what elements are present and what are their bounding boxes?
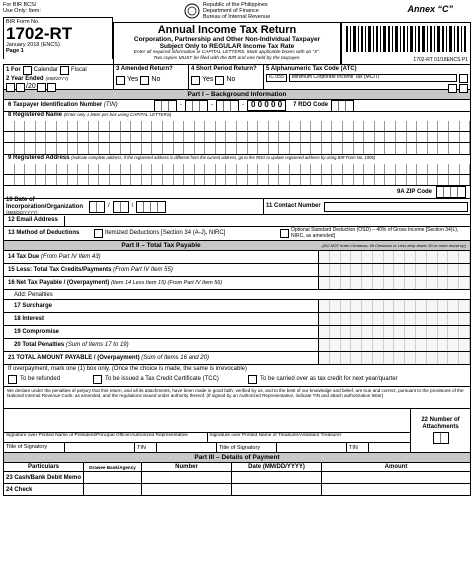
tin-part-2[interactable]: [185, 100, 208, 112]
calendar-label: Calendar: [33, 67, 59, 74]
attachments-input[interactable]: [433, 432, 449, 444]
item-8-note: (Enter only 1 letter per box using CAPITAL LETTERS): [63, 112, 172, 117]
form-title: Annual Income Tax Return: [157, 24, 297, 36]
registered-name-line-2[interactable]: [4, 132, 470, 143]
col-particulars: Particulars: [4, 463, 84, 471]
year-digit-1[interactable]: [37, 83, 46, 92]
items-1-5-row: [3, 64, 471, 90]
item-13-label: 13 Method of Deductions: [8, 230, 80, 237]
bir-seal-icon: [184, 3, 200, 19]
payment-header-row: [3, 463, 471, 472]
item-16-label-wrap: [4, 277, 318, 289]
tin-1-input[interactable]: [156, 443, 216, 452]
part-1-header: Part I – Background Information: [3, 90, 471, 100]
item-16-sub: (Item 14 Less Item 15) (From Part IV Item 56): [110, 280, 223, 286]
header-center: [113, 2, 341, 64]
item-18-row: [3, 313, 471, 326]
item-19-row: [3, 326, 471, 339]
item-1-2: [4, 65, 114, 89]
item-17-row: [3, 300, 471, 313]
payment-row-check: [3, 484, 471, 496]
item-4-label: 4 Short Period Return?: [191, 66, 257, 72]
item-10-label-wrap: [6, 197, 86, 215]
tin-branch-code[interactable]: 0 0 0 0 0: [247, 100, 286, 111]
registered-name-line-1[interactable]: [4, 121, 470, 132]
cash-bank-input[interactable]: [84, 472, 142, 483]
check-bank-input[interactable]: [84, 484, 142, 495]
title-tin-row: [4, 442, 410, 452]
item-1: [6, 66, 111, 75]
item-14-label-wrap: [4, 251, 318, 263]
item-21-label-wrap: [4, 352, 318, 364]
item-8-label: 8 Registered Name: [8, 112, 63, 118]
item-12-row: [3, 215, 471, 227]
amended-no-checkbox[interactable]: [140, 76, 149, 85]
incorp-year-input[interactable]: [136, 201, 166, 213]
item-8-label-wrap: [4, 112, 470, 121]
item-15-sub: (From Part IV Item 55): [113, 267, 173, 273]
atc-option: [266, 74, 468, 83]
overpayment-block: [3, 365, 471, 387]
month-digit-2[interactable]: [16, 83, 25, 92]
incorp-month-input[interactable]: [89, 201, 105, 213]
check-amount-input[interactable]: [322, 484, 470, 495]
overpayment-instruction: If overpayment, mark one (1) box only. (Once the choice is made, the same is irrevocable): [8, 366, 247, 372]
item-10: 10 Date of Incorporation/Organization (MM/DD/YYYY) / /: [4, 199, 264, 214]
signature-labels: [4, 432, 410, 442]
declaration-text: We declare under the penalties of perjury that this return, and all its attachments, have been made in good faith, verified by us, and to the best of our knowledge and belief, are true and correct, pursuant to the provisions of the National Internal Revenue Code, as amended, and the regulations issued under authority thereof. (If signed by an Authorized Representative, indicate TIN and attach authorization letter): [7, 388, 464, 399]
declaration-block: [3, 387, 471, 409]
item-9-block: [3, 155, 471, 199]
form-header: [3, 2, 471, 64]
title-1-input[interactable]: [64, 443, 134, 452]
osd-checkbox[interactable]: [280, 229, 289, 238]
barcode-icon: [344, 25, 468, 53]
item-9-label-wrap: [4, 155, 470, 164]
zip-line: [4, 186, 470, 198]
item-1-label: 1 For: [6, 67, 21, 74]
rdo-code-input[interactable]: [331, 100, 354, 112]
item-20-label-wrap: [4, 339, 318, 351]
amended-no-label: No: [151, 76, 161, 84]
signature-block: [3, 409, 471, 453]
col-amount: Amount: [384, 464, 408, 470]
atc-checkbox-3[interactable]: [459, 84, 468, 93]
year-ended-inputs: [6, 83, 111, 92]
check-date-input[interactable]: [232, 484, 322, 495]
item-15-row: [3, 264, 471, 277]
item-2-label: 2 Year Ended: [6, 76, 44, 82]
item-22-label: 22 Number of Attachments: [421, 416, 460, 430]
item-4-options: [191, 76, 261, 85]
col-date: Date (MM/DD/YYYY): [232, 463, 322, 471]
part-3-header: Part III – Details of Payment: [3, 453, 471, 463]
refund-label: To be refunded: [20, 375, 61, 382]
title-signatory-2: Title of Signatory: [216, 443, 276, 452]
slash-20: /20: [26, 83, 36, 91]
check-label: 24 Check: [4, 484, 84, 495]
part-2-title: Part II – Total Tax Payable: [121, 242, 201, 249]
address-line-2[interactable]: [4, 175, 470, 186]
tin-part-1[interactable]: [154, 100, 177, 112]
item-17-label: 17 Surcharge: [14, 303, 53, 309]
form-date: January 2018 (ENCS): [6, 42, 60, 49]
part-2-header: [3, 241, 471, 251]
tin-1-label: TIN: [134, 443, 156, 452]
item-20-row: [3, 339, 471, 352]
item-14-row: [3, 251, 471, 264]
atc-code: IC 055: [266, 74, 287, 82]
form-number-box: [3, 17, 113, 59]
form-label: BIR Form No.: [6, 19, 40, 26]
barcode-box: [341, 22, 471, 64]
tcc-checkbox[interactable]: [93, 375, 102, 384]
cash-amount-input[interactable]: [322, 472, 470, 483]
items-10-11-row: [3, 199, 471, 215]
tin-2-input[interactable]: [368, 443, 410, 452]
itemized-checkbox[interactable]: [94, 229, 103, 238]
short-no-checkbox[interactable]: [215, 76, 224, 85]
tin-input[interactable]: - - - 0 0 0 0 0 7 RDO Code: [154, 100, 470, 112]
item-5: [264, 65, 470, 89]
item-17-amount[interactable]: [318, 300, 470, 312]
item-8-block: [3, 112, 471, 155]
tcc-label: To be issued a Tax Credit Certificate (TCC): [105, 375, 219, 382]
item-6-row: [3, 100, 471, 112]
contact-number-input[interactable]: [324, 202, 468, 212]
month-digit-1[interactable]: [6, 83, 15, 92]
item-10-format: (MM/DD/YYYY): [6, 209, 38, 215]
header-right: [341, 2, 471, 64]
cash-number-input[interactable]: [142, 472, 232, 483]
payment-row-cash: [3, 472, 471, 484]
item-20-sub: (Sum of Items 17 to 19): [65, 342, 129, 348]
item-21-row: [3, 352, 471, 365]
item-19-label: 19 Compromise: [14, 329, 60, 335]
short-yes-checkbox[interactable]: [191, 76, 200, 85]
form-number: 1702-RT: [6, 24, 73, 44]
item-3-options: [116, 76, 186, 85]
item-13-row: [3, 227, 471, 241]
item-18-label: 18 Interest: [14, 316, 45, 322]
item-21-label: 21 TOTAL AMOUNT PAYABLE / (Overpayment): [8, 355, 140, 361]
item-9-note: (Indicate complete address. If the registered address is different from the current address, go to the RDO to update registered address by using BIR Form No. 1905): [71, 155, 376, 160]
osd-label: Optional Standard Deduction (OSD) – 40% of Gross Income [Section 34(L), NIRC, as amended]: [291, 227, 459, 239]
item-16-row: [3, 277, 471, 290]
item-11-label: 11 Contact Number: [266, 203, 321, 210]
tin-label: (TIN): [103, 102, 118, 109]
part-2-note: (DO NOT enter Centavos; 49 Centavos or Less drop down; 50 or more round up): [322, 243, 466, 248]
carry-over-checkbox[interactable]: [248, 375, 257, 384]
agency-names: [203, 2, 270, 20]
title-signatory-1: Title of Signatory: [6, 444, 48, 451]
item-19-amount[interactable]: [318, 326, 470, 338]
annex-label: Annex “C”: [407, 4, 453, 14]
short-yes-label: Yes: [202, 76, 214, 84]
title-box: [113, 22, 341, 64]
item-9a-label: 9A ZIP Code: [396, 188, 432, 195]
item-15-amount[interactable]: [318, 264, 470, 276]
tin-2-label: TIN: [346, 443, 368, 452]
barcode-code: 1702-RT 01/18ENCS P1: [413, 56, 468, 63]
atc-extra: [266, 84, 468, 93]
dept-text: Department of Finance: [202, 7, 259, 14]
col-drawee-bank: Drawee Bank/Agency: [84, 463, 142, 471]
signature-1-label: Signature over Printed Name of President/Principal Officer/Authorized Representative: [4, 433, 208, 442]
item-18-amount[interactable]: [318, 313, 470, 325]
item-14-label: 14 Tax Due: [8, 254, 40, 260]
item-9-label: 9 Registered Address: [8, 155, 70, 161]
item-3-label: 3 Amended Return?: [116, 66, 173, 72]
incorp-day-input[interactable]: [113, 201, 129, 213]
amended-yes-label: Yes: [127, 76, 139, 84]
item-14-sub: (From Part IV Item 43): [40, 254, 101, 260]
attachments-cell: [410, 409, 470, 452]
item-6-label-wrap: [4, 102, 154, 109]
item-16-amount[interactable]: [318, 277, 470, 289]
signature-space[interactable]: [4, 409, 410, 432]
item-2-format: (MM/20YY): [45, 75, 69, 81]
email-input[interactable]: [64, 216, 470, 226]
signature-2-label: Signature over Printed Name of Treasurer/Assistant Treasurer: [209, 433, 342, 438]
form-instr-1: Enter all required information in CAPITAL LETTERS. Mark applicable boxes with an “X”.: [133, 50, 321, 56]
zip-code-input[interactable]: [436, 186, 466, 198]
republic-text: Republic of the Philippines: [202, 1, 268, 8]
item-15-label: 15 Less: Total Tax Credits/Payments: [8, 267, 112, 273]
atc-checkbox-1[interactable]: [459, 74, 468, 83]
item-6-label: 6 Taxpayer Identification Number: [8, 102, 103, 109]
tin-part-3[interactable]: [216, 100, 239, 112]
item-21-sub: (Sum of Items 16 and 20): [141, 355, 209, 361]
atc-checkbox-2[interactable]: [448, 84, 457, 93]
item-14-amount[interactable]: [318, 251, 470, 263]
calendar-checkbox[interactable]: [23, 66, 32, 75]
form-subtitle-2: Subject Only to REGULAR Income Tax Rate: [159, 43, 295, 51]
item-4: [189, 65, 264, 89]
amended-yes-checkbox[interactable]: [116, 76, 125, 85]
form-instr-2: Two copies MUST be filed with the BIR and one held by the taxpayer.: [153, 55, 301, 61]
item-3: [114, 65, 189, 89]
fiscal-checkbox[interactable]: [60, 66, 69, 75]
signature-area: [4, 409, 410, 452]
item-2: [6, 76, 111, 83]
agency-block: [113, 2, 341, 20]
year-digit-2[interactable]: [47, 83, 56, 92]
check-number-input[interactable]: [142, 484, 232, 495]
item-12-label: 12 Email Address: [8, 217, 58, 224]
col-number: Number: [142, 463, 232, 471]
item-5-label: 5 Alphanumeric Tax Code (ATC): [266, 66, 357, 72]
item-10-label: 10 Date of Incorporation/Organization: [6, 197, 84, 211]
cash-date-input[interactable]: [232, 472, 322, 483]
item-16-label: 16 Net Tax Payable / (Overpayment): [8, 280, 110, 286]
bureau-text: Bureau of Internal Revenue: [202, 14, 271, 21]
item-20-amount[interactable]: [318, 339, 470, 351]
carry-over-label: To be carried over as tax credit for next year/quarter: [260, 375, 398, 382]
overpayment-options: [8, 375, 466, 384]
form-subtitle-1: Corporation, Partnership and Other Non-Individual Taxpayer: [133, 36, 321, 44]
fiscal-label: Fiscal: [71, 67, 87, 74]
refund-checkbox[interactable]: [8, 375, 17, 384]
address-line-1[interactable]: [4, 164, 470, 175]
form-page-no: Page 1: [6, 48, 24, 55]
penalties-row: Add: Penalties: [3, 290, 471, 300]
item-7-label: 7 RDO Code: [293, 102, 329, 109]
cash-label: 23 Cash/Bank Debit Memo: [4, 472, 84, 483]
header-left: [3, 2, 113, 64]
short-no-label: No: [226, 76, 236, 84]
item-20-label: 20 Total Penalties: [14, 342, 65, 348]
item-15-label-wrap: [4, 264, 318, 276]
title-2-input[interactable]: [276, 443, 346, 452]
itemized-label: Itemized Deductions [Section 34 (A-J), NIRC]: [105, 230, 226, 237]
bir-use-label: For BIR BCS/ Use Only: Item:: [3, 2, 41, 15]
registered-name-line-3[interactable]: [4, 143, 470, 154]
item-21-amount[interactable]: [318, 352, 470, 364]
atc-desc: Minimum Corporate Income Tax (MCIT): [289, 74, 457, 82]
item-11: [264, 199, 470, 214]
